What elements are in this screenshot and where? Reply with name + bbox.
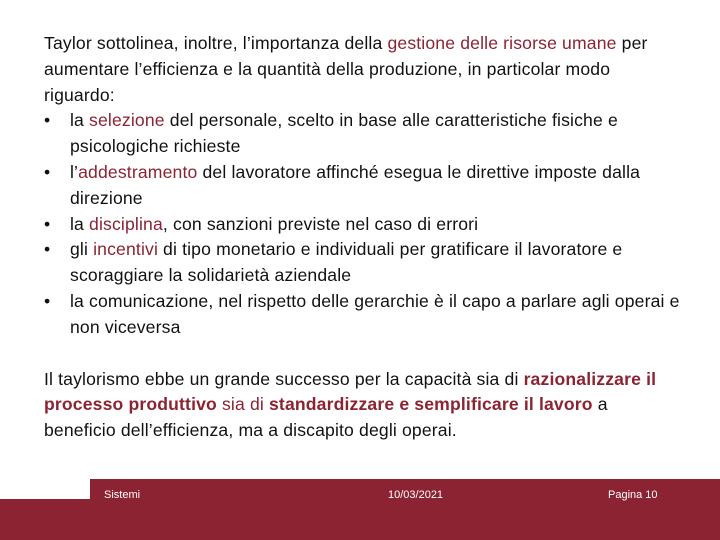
conclusion-paragraph xyxy=(44,367,684,444)
conclusion-connector: sia di xyxy=(216,394,269,415)
item-text: la xyxy=(70,213,90,234)
intro-text: Taylor sottolinea, inoltre, l’importanza della xyxy=(44,33,388,53)
bullet-icon: • xyxy=(44,110,51,131)
list-item xyxy=(44,289,684,341)
conclusion-highlight-2: standardizzare e semplificare il lavoro xyxy=(269,394,593,415)
list-item xyxy=(44,212,684,238)
footer-page-number: Pagina 10 xyxy=(608,489,658,501)
spacer xyxy=(44,341,684,367)
conclusion-text: Il taylorismo ebbe un grande successo per la capacità sia di xyxy=(44,368,524,389)
item-highlight: incentivi xyxy=(93,239,159,260)
item-highlight: selezione xyxy=(89,110,165,131)
item-text-end: di tipo monetario e individuali per gratificare il lavoratore e scoraggiare la solidarietà aziendale xyxy=(70,239,623,286)
item-text: la comunicazione, nel rispetto delle gerarchie è il capo a parlare agli operai e non viceversa xyxy=(70,290,680,337)
footer-course: Sistemi xyxy=(104,489,141,501)
footer-bar xyxy=(0,479,720,540)
bullet-icon: • xyxy=(44,239,51,260)
conclusion-text-end: a beneficio dell’efficienza, ma a discapito degli operai. xyxy=(44,394,608,441)
bullet-icon: • xyxy=(44,213,51,234)
intro-paragraph xyxy=(44,31,684,108)
conclusion-highlight-1: razionalizzare il processo produttivo xyxy=(44,368,657,415)
intro-highlight: gestione delle risorse umane xyxy=(387,33,617,53)
bullet-icon: • xyxy=(44,161,51,182)
list-item xyxy=(44,237,684,289)
item-text: gli xyxy=(70,239,94,260)
item-text-end: del personale, scelto in base alle caratteristiche fisiche e psicologiche richieste xyxy=(70,110,618,157)
item-text-end: , con sanzioni previste nel caso di errori xyxy=(162,213,479,234)
item-highlight: addestramento xyxy=(78,161,198,182)
item-text: la xyxy=(70,110,90,131)
footer-tab xyxy=(0,479,90,499)
item-text-end: del lavoratore affinché esegua le direttive imposte dalla direzione xyxy=(70,161,641,208)
item-highlight: disciplina xyxy=(89,213,163,234)
bullet-icon: • xyxy=(44,290,51,311)
bullet-list xyxy=(44,108,684,340)
intro-text-end: per aumentare l’efficienza e la quantità della produzione, in particolar modo riguardo: xyxy=(44,33,648,105)
slide-content xyxy=(44,31,684,444)
list-item xyxy=(44,108,684,160)
footer-date: 10/03/2021 xyxy=(388,489,444,501)
item-text: l’ xyxy=(70,161,79,182)
list-item xyxy=(44,160,684,212)
